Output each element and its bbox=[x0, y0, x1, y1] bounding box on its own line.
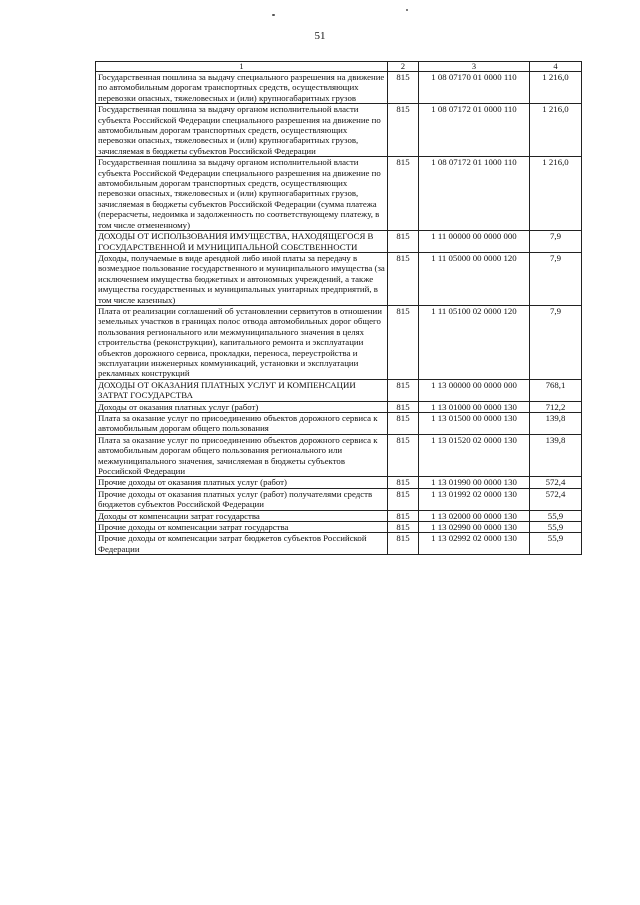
row-name: Государственная пошлина за выдачу органом исполнительной власти субъекта Российской Федерации специального разрешения на движение по автомобильным дорогам транспортных средств, осуществляющих перевозки опасных, тяжеловесных и (или) крупногабаритных грузов, зачисляемая в бюджеты субъектов Российской Федерации bbox=[96, 104, 388, 157]
row-budget-code: 1 08 07172 01 1000 110 bbox=[419, 157, 530, 231]
row-admin-code: 815 bbox=[388, 488, 419, 510]
table-row bbox=[96, 477, 582, 488]
header-cell: 3 bbox=[419, 62, 530, 72]
row-admin-code: 815 bbox=[388, 401, 419, 412]
row-budget-code: 1 13 01520 02 0000 130 bbox=[419, 434, 530, 477]
row-amount: 1 216,0 bbox=[530, 104, 582, 157]
row-admin-code: 815 bbox=[388, 104, 419, 157]
table-header-row bbox=[96, 62, 582, 72]
row-name: Плата за оказание услуг по присоединению объектов дорожного сервиса к автомобильным дорогам общего пользования bbox=[96, 413, 388, 435]
row-admin-code: 815 bbox=[388, 522, 419, 533]
table-row bbox=[96, 488, 582, 510]
row-admin-code: 815 bbox=[388, 72, 419, 104]
page-number: 51 bbox=[314, 30, 326, 42]
row-admin-code: 815 bbox=[388, 413, 419, 435]
header-cell: 2 bbox=[388, 62, 419, 72]
table-row bbox=[96, 510, 582, 521]
row-admin-code: 815 bbox=[388, 533, 419, 555]
row-admin-code: 815 bbox=[388, 477, 419, 488]
row-budget-code: 1 08 07172 01 0000 110 bbox=[419, 104, 530, 157]
table-row bbox=[96, 305, 582, 379]
row-amount: 139,8 bbox=[530, 434, 582, 477]
row-budget-code: 1 13 01500 00 0000 130 bbox=[419, 413, 530, 435]
row-amount: 55,9 bbox=[530, 533, 582, 555]
row-budget-code: 1 13 01992 02 0000 130 bbox=[419, 488, 530, 510]
row-amount: 55,9 bbox=[530, 510, 582, 521]
scan-speck bbox=[272, 14, 275, 16]
table-row bbox=[96, 434, 582, 477]
row-admin-code: 815 bbox=[388, 252, 419, 305]
row-name: Прочие доходы от компенсации затрат бюджетов субъектов Российской Федерации bbox=[96, 533, 388, 555]
table-row bbox=[96, 413, 582, 435]
row-name: Плата за оказание услуг по присоединению объектов дорожного сервиса к автомобильным дорогам общего пользования регионального или межмуниципального значения, зачисляемая в бюджеты субъектов Российской Федерации bbox=[96, 434, 388, 477]
table-row bbox=[96, 252, 582, 305]
table-section-row bbox=[96, 231, 582, 253]
header-cell: 1 bbox=[96, 62, 388, 72]
section-heading: ДОХОДЫ ОТ ОКАЗАНИЯ ПЛАТНЫХ УСЛУГ И КОМПЕНСАЦИИ ЗАТРАТ ГОСУДАРСТВА bbox=[96, 379, 388, 401]
table-row bbox=[96, 157, 582, 231]
row-name: Доходы от компенсации затрат государства bbox=[96, 510, 388, 521]
row-name: Доходы, получаемые в виде арендной либо иной платы за передачу в возмездное пользование государственного и муниципального имущества (за исключением имущества бюджетных и автономных учреждений, а также имущества государственных и муниципальных унитарных предприятий, в том числе казенных) bbox=[96, 252, 388, 305]
row-amount: 1 216,0 bbox=[530, 157, 582, 231]
row-name: Прочие доходы от оказания платных услуг (работ) получателями средств бюджетов субъектов Российской Федерации bbox=[96, 488, 388, 510]
row-name: Прочие доходы от оказания платных услуг (работ) bbox=[96, 477, 388, 488]
row-budget-code: 1 11 00000 00 0000 000 bbox=[419, 231, 530, 253]
table-row bbox=[96, 522, 582, 533]
row-budget-code: 1 13 01000 00 0000 130 bbox=[419, 401, 530, 412]
table-row bbox=[96, 401, 582, 412]
table-row bbox=[96, 72, 582, 104]
row-admin-code: 815 bbox=[388, 305, 419, 379]
row-name: Доходы от оказания платных услуг (работ) bbox=[96, 401, 388, 412]
row-amount: 139,8 bbox=[530, 413, 582, 435]
row-budget-code: 1 08 07170 01 0000 110 bbox=[419, 72, 530, 104]
row-budget-code: 1 13 02990 00 0000 130 bbox=[419, 522, 530, 533]
row-budget-code: 1 11 05100 02 0000 120 bbox=[419, 305, 530, 379]
row-amount: 712,2 bbox=[530, 401, 582, 412]
row-budget-code: 1 13 02992 02 0000 130 bbox=[419, 533, 530, 555]
row-name: Плата от реализации соглашений об установлении сервитутов в отношении земельных участков в границах полос отвода автомобильных дорог общего пользования регионального или межмуниципального значения в целях строительства (реконструкции), капитального ремонта и эксплуатации объектов дорожного сервиса, прокладки, переноса, переустройства и эксплуатации инженерных коммуникаций, установки и эксплуатации рекламных конструкций bbox=[96, 305, 388, 379]
section-heading: ДОХОДЫ ОТ ИСПОЛЬЗОВАНИЯ ИМУЩЕСТВА, НАХОДЯЩЕГОСЯ В ГОСУДАРСТВЕННОЙ И МУНИЦИПАЛЬНОЙ СОБСТВЕННОСТИ bbox=[96, 231, 388, 253]
row-amount: 572,4 bbox=[530, 477, 582, 488]
row-amount: 1 216,0 bbox=[530, 72, 582, 104]
row-budget-code: 1 11 05000 00 0000 120 bbox=[419, 252, 530, 305]
revenue-table bbox=[95, 61, 582, 555]
row-amount: 572,4 bbox=[530, 488, 582, 510]
row-name: Государственная пошлина за выдачу специального разрешения на движение по автомобильным дорогам транспортных средств, осуществляющих перевозки опасных, тяжеловесных и (или) крупногабаритных грузов bbox=[96, 72, 388, 104]
table-section-row bbox=[96, 379, 582, 401]
row-admin-code: 815 bbox=[388, 379, 419, 401]
row-budget-code: 1 13 01990 00 0000 130 bbox=[419, 477, 530, 488]
scan-speck bbox=[406, 9, 408, 11]
table-row bbox=[96, 533, 582, 555]
row-admin-code: 815 bbox=[388, 510, 419, 521]
header-cell: 4 bbox=[530, 62, 582, 72]
row-amount: 7,9 bbox=[530, 252, 582, 305]
table-row bbox=[96, 104, 582, 157]
row-name: Прочие доходы от компенсации затрат государства bbox=[96, 522, 388, 533]
row-budget-code: 1 13 02000 00 0000 130 bbox=[419, 510, 530, 521]
row-admin-code: 815 bbox=[388, 231, 419, 253]
row-admin-code: 815 bbox=[388, 157, 419, 231]
row-name: Государственная пошлина за выдачу органом исполнительной власти субъекта Российской Федерации специального разрешения на движение по автомобильным дорогам транспортных средств, осуществляющих перевозки опасных, тяжеловесных и (или) крупногабаритных грузов, зачисляемая в бюджеты субъектов Российской Федерации (сумма платежа (перерасчеты, недоимка и задолженность по соответствующему платежу, в том числе отмененному) bbox=[96, 157, 388, 231]
row-amount: 55,9 bbox=[530, 522, 582, 533]
row-amount: 768,1 bbox=[530, 379, 582, 401]
row-budget-code: 1 13 00000 00 0000 000 bbox=[419, 379, 530, 401]
row-amount: 7,9 bbox=[530, 305, 582, 379]
row-admin-code: 815 bbox=[388, 434, 419, 477]
row-amount: 7,9 bbox=[530, 231, 582, 253]
